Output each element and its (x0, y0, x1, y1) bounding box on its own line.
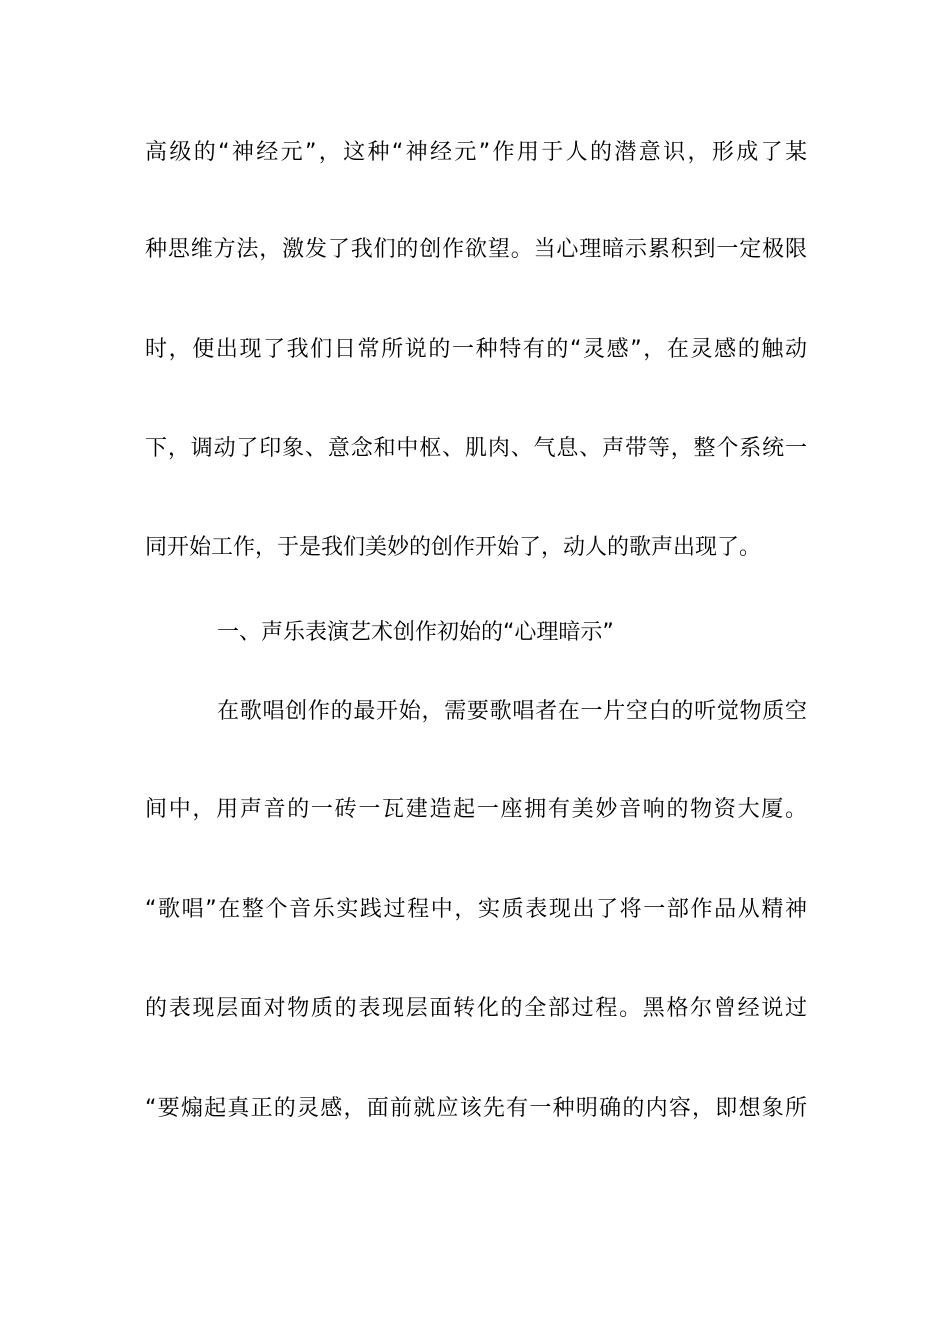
text-line: 下，调动了印象、意念和中枢、肌肉、气息、声带等，整个系统一 (145, 436, 807, 461)
text-line: 种思维方法，激发了我们的创作欲望。当心理暗示累积到一定极限 (145, 237, 807, 262)
text-line: 同开始工作，于是我们美妙的创作开始了，动人的歌声出现了。 (145, 535, 762, 560)
text-line: “要煽起真正的灵感，面前就应该先有一种明确的内容，即想象所 (145, 1096, 807, 1121)
text-line: 时，便出现了我们日常所说的一种特有的“灵感”，在灵感的触动 (145, 337, 807, 362)
text-line: 高级的“神经元”，这种“神经元”作用于人的潜意识，形成了某 (145, 140, 807, 165)
text-line: 的表现层面对物质的表现层面转化的全部过程。黑格尔曾经说过 (145, 996, 807, 1021)
text-line: 在歌唱创作的最开始，需要歌唱者在一片空白的听觉物质空 (217, 699, 807, 724)
text-line: “歌唱”在整个音乐实践过程中，实质表现出了将一部作品从精神 (145, 897, 807, 922)
section-heading: 一、声乐表演艺术创作初始的“心理暗示” (217, 620, 614, 645)
text-line: 间中，用声音的一砖一瓦建造起一座拥有美妙音响的物资大厦。 (145, 797, 807, 822)
